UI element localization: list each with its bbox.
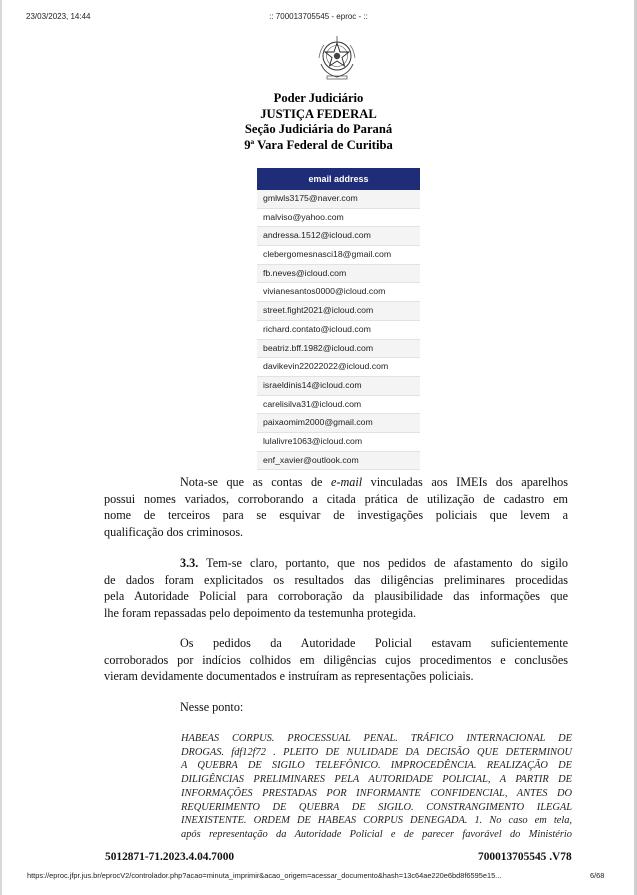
paragraph-police-requests <box>104 635 568 685</box>
paragraph-line <box>104 635 568 652</box>
text-span: vinculadas aos IMEIs dos aparelhos <box>362 475 568 489</box>
email-row: street.fight2021@icloud.com <box>257 302 420 321</box>
email-row: enf_xavier@outlook.com <box>257 452 420 471</box>
coat-of-arms-icon <box>315 34 359 82</box>
paragraph-line <box>104 474 568 491</box>
paragraph-line: de dados foram explicitados os resultados das diligências preliminares procedidas <box>104 572 568 587</box>
email-row: paixaomim2000@gmail.com <box>257 414 420 433</box>
heading-line-federal-justice: JUSTIÇA FEDERAL <box>260 106 377 121</box>
print-header <box>0 10 637 24</box>
quote-line: HABEAS CORPUS. PROCESSUAL PENAL. TRÁFICO INTERNACIONAL DE <box>181 733 572 744</box>
quote-line: INEXISTENTE. ORDEM DE HABEAS CORPUS DENEGADA. 1. No caso em tela, <box>181 815 572 827</box>
email-row: malviso@yahoo.com <box>257 209 420 228</box>
paragraph-line: pela Autoridade Policial para corroboração da plausibilidade das informações que <box>104 589 568 603</box>
email-row: beatriz.bff.1982@icloud.com <box>257 340 420 359</box>
email-term: e-mail <box>331 475 363 489</box>
paragraph-line: lhe foram repassadas pelo depoimento da testemunha protegida. <box>104 605 417 620</box>
paragraph-line: qualificação dos criminosos. <box>104 524 244 539</box>
quote-line: INFORMAÇÕES PRESTADAS POR INFORMANTE CONFIDENCIAL, ANTES DO <box>181 787 572 799</box>
heading-line-court: 9ª Vara Federal de Curitiba <box>244 137 393 152</box>
email-table-body <box>257 190 420 470</box>
paragraph-line <box>104 555 568 572</box>
quote-line: DROGAS. fdf12f72 . PLEITO DE NULIDADE DA DECISÃO QUE DETERMINOU <box>181 746 572 758</box>
paragraph-line: vieram devidamente documentados e instruíram as representações policiais. <box>104 669 474 683</box>
email-table-header: email address <box>257 168 420 190</box>
paragraph-line: possui nomes variados, corroborando a citada prática de utilização de cadastro em <box>104 491 568 506</box>
email-row: israeldinis14@icloud.com <box>257 377 420 396</box>
email-row: lulalivre1063@icloud.com <box>257 433 420 452</box>
email-row: clebergomesnasci18@gmail.com <box>257 246 420 265</box>
email-row: andressa.1512@icloud.com <box>257 227 420 246</box>
email-row: gmlwls3175@naver.com <box>257 190 420 209</box>
email-row: vivianesantos0000@icloud.com <box>257 283 420 302</box>
page-url: https://eproc.jfpr.jus.br/eprocV2/controlador.php?acao=minuta_imprimir&acao_origem=acessar_documento&hash=13c64ae220e6bd8f6595e15... <box>27 871 502 880</box>
paragraph-line: nome de terceiros para se esquivar de investigações policiais que levem a <box>104 508 568 522</box>
email-row: carelisilva31@icloud.com <box>257 396 420 415</box>
text-span: Nota-se que as contas de <box>180 475 331 489</box>
print-datetime: 23/03/2023, 14:44 <box>26 12 91 21</box>
document-reference: 700013705545 .V78 <box>478 851 572 863</box>
quote-line: A QUEBRA DE SIGILO TELEFÔNICO. IMPROCEDÊNCIA. REALIZAÇÃO DE <box>181 760 572 772</box>
paragraph-line: corroborados por indícios colhidos em diligências cujos procedimentos e conclusões <box>104 652 568 667</box>
text-span: Tem-se claro, portanto, que nos pedidos de afastamento do sigilo <box>198 556 568 570</box>
email-row: davikevin22022022@icloud.com <box>257 358 420 377</box>
paragraph-nesse-ponto <box>104 699 568 716</box>
paragraph-email-accounts <box>104 474 568 540</box>
quote-line: DILIGÊNCIAS PRELIMINARES PELA AUTORIDADE POLICIAL, A PARTIR DE <box>181 774 572 786</box>
email-address-table <box>257 168 420 470</box>
text-span: Nesse ponto: <box>180 700 244 714</box>
email-row: richard.contato@icloud.com <box>257 321 420 340</box>
paragraph-line <box>104 699 568 716</box>
quote-line: REQUERIMENTO DE QUEBRA DE SIGILO. CONSTRANGIMENTO ILEGAL <box>181 801 572 813</box>
court-heading <box>0 91 637 153</box>
paragraph-3-3 <box>104 555 568 621</box>
quote-line: após representação da Autoridade Policial e de parecer favorável do Ministério <box>181 828 572 840</box>
print-title: :: 700013705545 - eproc - :: <box>269 12 368 21</box>
text-span: Os pedidos da Autoridade Policial estavam suficientemente <box>180 636 568 650</box>
heading-line-judiciary: Poder Judiciário <box>273 91 364 105</box>
process-number: 5012871-71.2023.4.04.7000 <box>105 851 235 863</box>
section-number: 3.3. <box>180 556 199 570</box>
page-counter: 6/68 <box>590 871 605 880</box>
case-law-quote <box>181 732 572 842</box>
email-row: fb.neves@icloud.com <box>257 265 420 284</box>
heading-line-judicial-section: Seção Judiciária do Paraná <box>244 122 393 137</box>
